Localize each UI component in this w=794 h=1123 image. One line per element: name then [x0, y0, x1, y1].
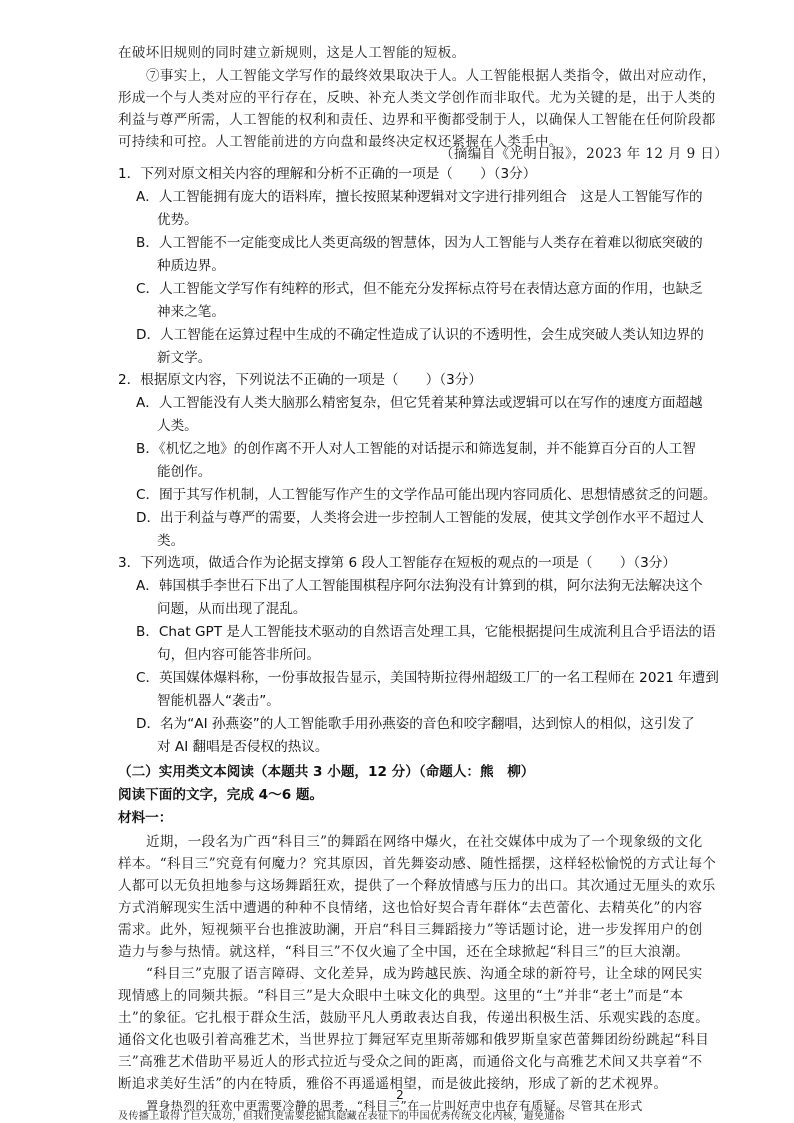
material-line: 方式消解现实生活中遭遇的种种不良情绪，这也恰好契合青年群体“去芭蕾化、去精英化”的内容 [118, 900, 703, 916]
material-line: “科目三”克服了语言障碍、文化差异，成为跨越民族、沟通全球的新符号，让全球的网民实 [146, 966, 703, 982]
material-line: 近期，一段名为广西“科目三”的舞蹈在网络中爆火，在社交媒体中成为了一个现象级的文化 [146, 834, 703, 850]
question-stem: 3．下列选项，做适合作为论据支撑第 6 段人工智能存在短板的观点的一项是（ ）（3分） [118, 555, 676, 571]
option-a-line2: 问题，从而出现了混乱。 [157, 601, 307, 617]
passage-source: （摘编自《光明日报》，2023 年 12 月 9 日） [440, 146, 729, 162]
material-line: 通俗文化也吸引着高雅艺术，当世界拉丁舞冠军克里斯蒂娜和俄罗斯皇家芭蕾舞团纷纷跳起“科目 [118, 1032, 710, 1048]
material-line: 现情感上的同频共振。“科目三”是大众眼中土味文化的典型。这里的“土”并非“老土”而是“本 [118, 988, 684, 1004]
question-stem: 2．根据原文内容，下列说法不正确的一项是（ ）（3分） [118, 372, 482, 388]
option-b-line1: B．人工智能不一定能变成比人类更高级的智慧体，因为人工智能与人类存在着难以彻底突破的 [136, 235, 703, 251]
page-number: 2 [396, 1088, 404, 1102]
option-b-line2: 句，但内容可能答非所问。 [157, 647, 321, 663]
material-line: 人都可以无负担地参与这场舞蹈狂欢，提供了一个释放情感与压力的出口。其次通过无厘头的欢乐 [118, 878, 716, 894]
material-line: 需求。此外，短视频平台也推波助澜，开启“科目三舞蹈接力”等话题讨论，进一步发挥用户的创 [118, 922, 703, 938]
section-heading: （二）实用类文本阅读（本题共 3 小题，12 分）（命题人：熊 柳） [118, 764, 535, 780]
option-d-line2: 新文学。 [157, 350, 212, 366]
passage-line: 利益与尊严所需，人工智能的权利和责任、边界和平衡都受制于人，以确保人工智能在任何阶段都 [118, 112, 716, 128]
option-c-line1: C．人工智能文学写作有纯粹的形式，但不能充分发挥标点符号在表情达意方面的作用，也缺乏 [136, 281, 703, 297]
option-c-line1: C．英国媒体爆料称，一份事故报告显示，美国特斯拉得州超级工厂的一名工程师在 2021 年遭到 [136, 670, 719, 686]
passage-line: 可持续和可控。人工智能前进的方向盘和最终决定权还紧握在人类手中。 [118, 134, 563, 150]
option-b-line1: B．《机忆之地》的创作离不开人对人工智能的对话提示和筛选复制，并不能算百分百的人工智 [136, 441, 696, 457]
option-d-line1: D．名为“AI 孙燕姿”的人工智能歌手用孙燕姿的音色和咬字翻唱，达到惊人的相似，这引发了 [136, 716, 695, 732]
option-a-line1: A．韩国棋手李世石下出了人工智能围棋程序阿尔法狗没有计算到的棋，阿尔法狗无法解决这个 [136, 578, 703, 594]
material-line: 样本。“科目三”究竟有何魔力？究其原因，首先舞姿动感、随性摇摆，这样轻松愉悦的方式让每个 [118, 856, 717, 872]
material-line: 断追求美好生活”的内在特质，雅俗不再遥遥相望，而是彼此接纳，形成了新的艺术视界。 [118, 1076, 668, 1092]
material-line: 置身热烈的狂欢中更需要冷静的思考，“科目三”在一片叫好声中也存有质疑。尽管其在形式 [146, 1099, 643, 1113]
option-c-line1: C．囿于其写作机制，人工智能写作产生的文学作品可能出现内容同质化、思想情感贫乏的问题。 [136, 487, 717, 503]
material-line: 土”的象征。它扎根于群众生活，鼓励平凡人勇敢表达自我，传递出积极生活、乐观实践的态度。 [118, 1010, 710, 1026]
option-d-line1: D．出于利益与尊严的需要，人类将会进一步控制人工智能的发展，使其文学创作水平不超过人 [136, 510, 704, 526]
option-b-line2: 能创作。 [157, 464, 212, 480]
option-b-line2: 种质边界。 [157, 258, 225, 274]
passage-line: 形成一个与人类对应的平行存在，反映、补充人类文学创作而非取代。尤为关键的是，出于人类的 [118, 90, 716, 106]
question-stem: 1．下列对原文相关内容的理解和分析不正确的一项是（ ）（3分） [118, 166, 537, 182]
material-line: 三”高雅艺术借助平易近人的形式拉近与受众之间的距离，而通俗文化与高雅艺术间又共享着“不 [118, 1054, 703, 1070]
option-d-line2: 类。 [157, 533, 185, 549]
option-a-line1: A．人工智能没有人类大脑那么精密复杂，但它凭着某种算法或逻辑可以在写作的速度方面超越 [136, 395, 703, 411]
option-a-line2: 优势。 [157, 212, 198, 228]
option-b-line1: B．Chat GPT 是人工智能技术驱动的自然语言处理工具，它能根据提问生成流利且合乎语法的语 [136, 624, 716, 640]
material-line: 及传播上取得了巨大成功，但我们更需要挖掘其隐藏在表征下的中国优秀传统文化内核，避免通俗 [118, 1111, 566, 1122]
option-a-line2: 人类。 [157, 418, 198, 434]
option-d-line2: 对 AI 翻唱是否侵权的热议。 [157, 739, 329, 755]
section-instruction: 阅读下面的文字，完成 4～6 题。 [118, 787, 324, 803]
option-c-line2: 智能机器人“袭击”。 [157, 693, 280, 709]
material-line: 造力与参与热情。就这样，“科目三”不仅火遍了全中国，还在全球掀起“科目三”的巨大浪潮。 [118, 944, 690, 960]
option-c-line2: 神来之笔。 [157, 304, 225, 320]
passage-line: 在破坏旧规则的同时建立新规则，这是人工智能的短板。 [118, 45, 466, 61]
passage-line: ⑦事实上，人工智能文学写作的最终效果取决于人。人工智能根据人类指令，做出对应动作， [146, 68, 716, 84]
material-label: 材料一： [118, 810, 173, 826]
option-a-line1: A．人工智能拥有庞大的语料库，擅长按照某种逻辑对文字进行排列组合 这是人工智能写作的 [136, 189, 703, 205]
option-d-line1: D．人工智能在运算过程中生成的不确定性造成了认识的不透明性，会生成突破人类认知边界的 [136, 327, 704, 343]
